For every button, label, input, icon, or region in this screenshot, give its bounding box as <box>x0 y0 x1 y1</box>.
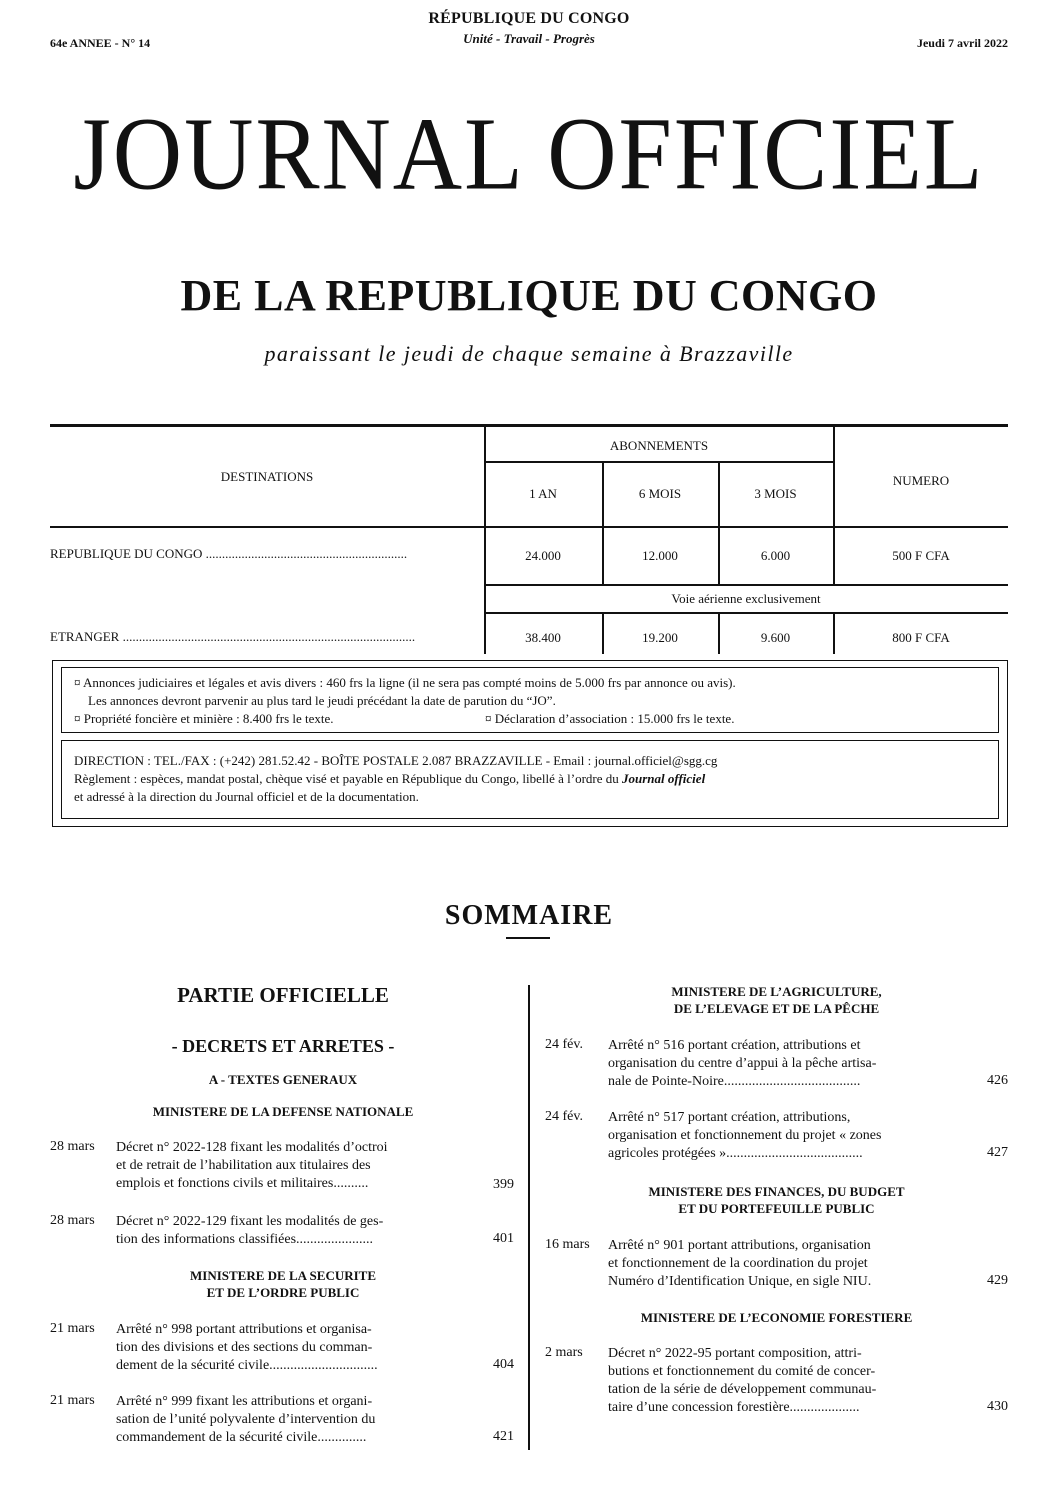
rate-annonces-deadline: Les annonces devront parvenir au plus tard le jeudi précédant la date de parution du “JO”. <box>88 693 556 708</box>
section-title-line: DE L’ELEVAGE ET DE LA PÊCHE <box>673 1001 880 1016</box>
row-congo-6mois: 12.000 <box>642 548 678 563</box>
col-divider-2 <box>602 461 604 584</box>
rate-propriete: ¤ Propriété foncière et minière : 8.400 frs le texte. <box>74 711 334 726</box>
entry-page: 399 <box>493 1177 514 1192</box>
entry-page: 426 <box>987 1073 1008 1088</box>
section-finances-title <box>545 1183 1008 1217</box>
sommaire-rule <box>506 937 550 939</box>
entry-line: organisation et fonctionnement du projet « zones <box>608 1128 882 1143</box>
col-divider-3 <box>718 461 720 584</box>
reglement-text: Règlement : espèces, mandat postal, chèque visé et payable en République du Congo, libellé à l’ordre du <box>74 771 622 786</box>
section-defense-title: MINISTERE DE LA DEFENSE NATIONALE <box>152 1104 414 1119</box>
row-congo-destination: REPUBLIQUE DU CONGO .............................................................. <box>50 546 408 561</box>
entry-page: 430 <box>987 1399 1008 1414</box>
rate-association: ¤ Déclaration d’association : 15.000 frs le texte. <box>485 711 735 726</box>
section-agriculture-title <box>545 983 1008 1017</box>
abonnements-header: ABONNEMENTS <box>609 438 709 453</box>
entry-page: 429 <box>987 1273 1008 1288</box>
entry-line: Numéro d’Identification Unique, en sigle NIU. <box>608 1274 872 1289</box>
entry-line: emplois et fonctions civils et militaires.......... <box>116 1176 369 1191</box>
entry-text <box>608 1037 946 1091</box>
air-rule-bottom <box>484 612 1008 614</box>
col-3mois: 3 MOIS <box>754 486 797 501</box>
entry-line: Décret n° 2022-128 fixant les modalités d’octroi <box>116 1140 388 1155</box>
entry-line: taire d’une concession forestière.................... <box>608 1400 860 1415</box>
direction-adresse: et adressé à la direction du Journal officiel et de la documentation. <box>74 789 419 804</box>
section-title-line: MINISTERE DES FINANCES, DU BUDGET <box>648 1184 905 1199</box>
table-top-rule <box>50 424 1008 427</box>
direction-reglement <box>74 770 994 787</box>
entry-text <box>116 1393 452 1447</box>
entry-date: 24 fév. <box>545 1037 583 1052</box>
motto: Unité - Travail - Progrès <box>463 31 595 46</box>
textes-generaux-heading: A - TEXTES GENERAUX <box>208 1072 358 1087</box>
entry-text <box>608 1237 946 1291</box>
entry-page: 401 <box>493 1231 514 1246</box>
section-title-line: MINISTERE DE LA SECURITE <box>189 1268 377 1283</box>
row-congo-3mois: 6.000 <box>760 548 791 563</box>
entry-line: commandement de la sécurité civile.............. <box>116 1430 367 1445</box>
col-6mois: 6 MOIS <box>638 486 682 501</box>
entry-date: 28 mars <box>50 1139 95 1154</box>
partie-officielle-heading: PARTIE OFFICIELLE <box>177 983 389 1007</box>
decrets-heading: - DECRETS ET ARRETES - <box>171 1036 395 1056</box>
journal-subtitle: DE LA REPUBLIQUE DU CONGO <box>180 271 878 320</box>
entry-line: organisation du centre d’appui à la pêche artisa- <box>608 1056 877 1071</box>
entry-text <box>116 1139 452 1193</box>
destinations-header: DESTINATIONS <box>220 469 314 484</box>
entry-text <box>608 1345 946 1417</box>
numero-header: NUMERO <box>892 473 950 488</box>
reglement-journal-officiel: Journal officiel <box>622 771 706 786</box>
row-etranger-3mois: 9.600 <box>760 630 791 645</box>
row-etranger-1an: 38.400 <box>525 630 561 645</box>
entry-line: Arrêté n° 998 portant attributions et organisa- <box>116 1322 372 1337</box>
entry-line: agricoles protégées »....................................... <box>608 1146 863 1161</box>
entry-line: Arrêté n° 517 portant création, attributions, <box>608 1110 851 1125</box>
entry-line: et fonctionnement de la coordination du projet <box>608 1256 868 1271</box>
air-note: Voie aérienne exclusivement <box>671 591 821 606</box>
row-etranger-numero: 800 F CFA <box>892 630 950 645</box>
entry-text <box>116 1213 452 1249</box>
entry-text <box>116 1321 452 1375</box>
entry-line: Décret n° 2022-95 portant composition, attri- <box>608 1346 862 1361</box>
entry-line: tion des divisions et des sections du comman- <box>116 1340 373 1355</box>
entry-line: nale de Pointe-Noire....................................... <box>608 1074 861 1089</box>
entry-page: 404 <box>493 1357 514 1372</box>
direction-contact: DIRECTION : TEL./FAX : (+242) 281.52.42 - BOÎTE POSTALE 2.087 BRAZZAVILLE - Email : journal.officiel@sgg.cg <box>74 753 718 768</box>
entry-page: 427 <box>987 1145 1008 1160</box>
row-etranger-destination: ETRANGER .......................................................................................... <box>50 629 416 644</box>
air-rule-top <box>484 584 1008 586</box>
col-1an: 1 AN <box>529 486 557 501</box>
row-etranger-6mois: 19.200 <box>642 630 678 645</box>
entry-page: 421 <box>493 1429 514 1444</box>
sommaire-title: SOMMAIRE <box>444 900 614 931</box>
issue-number: 64e ANNEE - N° 14 <box>50 36 151 50</box>
entry-date: 21 mars <box>50 1393 95 1408</box>
abonnements-rule <box>484 461 834 463</box>
section-securite-title <box>50 1267 516 1301</box>
entry-line: tion des informations classifiées...................... <box>116 1232 374 1247</box>
section-title-line: MINISTERE DE L’AGRICULTURE, <box>671 984 882 999</box>
entry-line: sation de l’unité polyvalente d’intervention du <box>116 1412 376 1427</box>
entry-line: dement de la sécurité civile............................... <box>116 1358 378 1373</box>
entry-date: 16 mars <box>545 1237 590 1252</box>
entry-date: 24 fév. <box>545 1109 583 1124</box>
entry-date: 21 mars <box>50 1321 95 1336</box>
table-header-rule <box>50 526 1008 528</box>
row-congo-numero: 500 F CFA <box>892 548 950 563</box>
subscription-table <box>50 424 1008 654</box>
column-divider <box>528 985 530 1450</box>
entry-line: butions et fonctionnement du comité de concer- <box>608 1364 876 1379</box>
republic-header: RÉPUBLIQUE DU CONGO <box>428 10 630 27</box>
entry-text <box>608 1109 946 1163</box>
journal-tagline: paraissant le jeudi de chaque semaine à Brazzaville <box>264 341 794 366</box>
rate-annonces: ¤ Annonces judiciaires et légales et avis divers : 460 frs la ligne (il ne sera pas compté moins de 5.000 frs par annonce ou avis). <box>74 675 736 690</box>
section-forestiere-title: MINISTERE DE L’ECONOMIE FORESTIERE <box>640 1310 913 1325</box>
entry-line: Arrêté n° 901 portant attributions, organisation <box>608 1238 871 1253</box>
issue-date: Jeudi 7 avril 2022 <box>916 36 1008 50</box>
entry-line: Arrêté n° 999 fixant les attributions et organi- <box>116 1394 373 1409</box>
entry-date: 28 mars <box>50 1213 95 1228</box>
entry-line: et de retrait de l’habilitation aux titulaires des <box>116 1158 371 1173</box>
section-title-line: ET DE L’ORDRE PUBLIC <box>206 1285 360 1300</box>
row-congo-1an: 24.000 <box>525 548 561 563</box>
section-title-line: ET DU PORTEFEUILLE PUBLIC <box>678 1201 875 1216</box>
entry-line: Arrêté n° 516 portant création, attributions et <box>608 1038 861 1053</box>
journal-title: JOURNAL OFFICIEL <box>73 95 985 212</box>
entry-line: tation de la série de développement communau- <box>608 1382 877 1397</box>
entry-line: Décret n° 2022-129 fixant les modalités de ges- <box>116 1214 384 1229</box>
entry-date: 2 mars <box>545 1345 583 1360</box>
col-divider-1 <box>484 424 486 654</box>
